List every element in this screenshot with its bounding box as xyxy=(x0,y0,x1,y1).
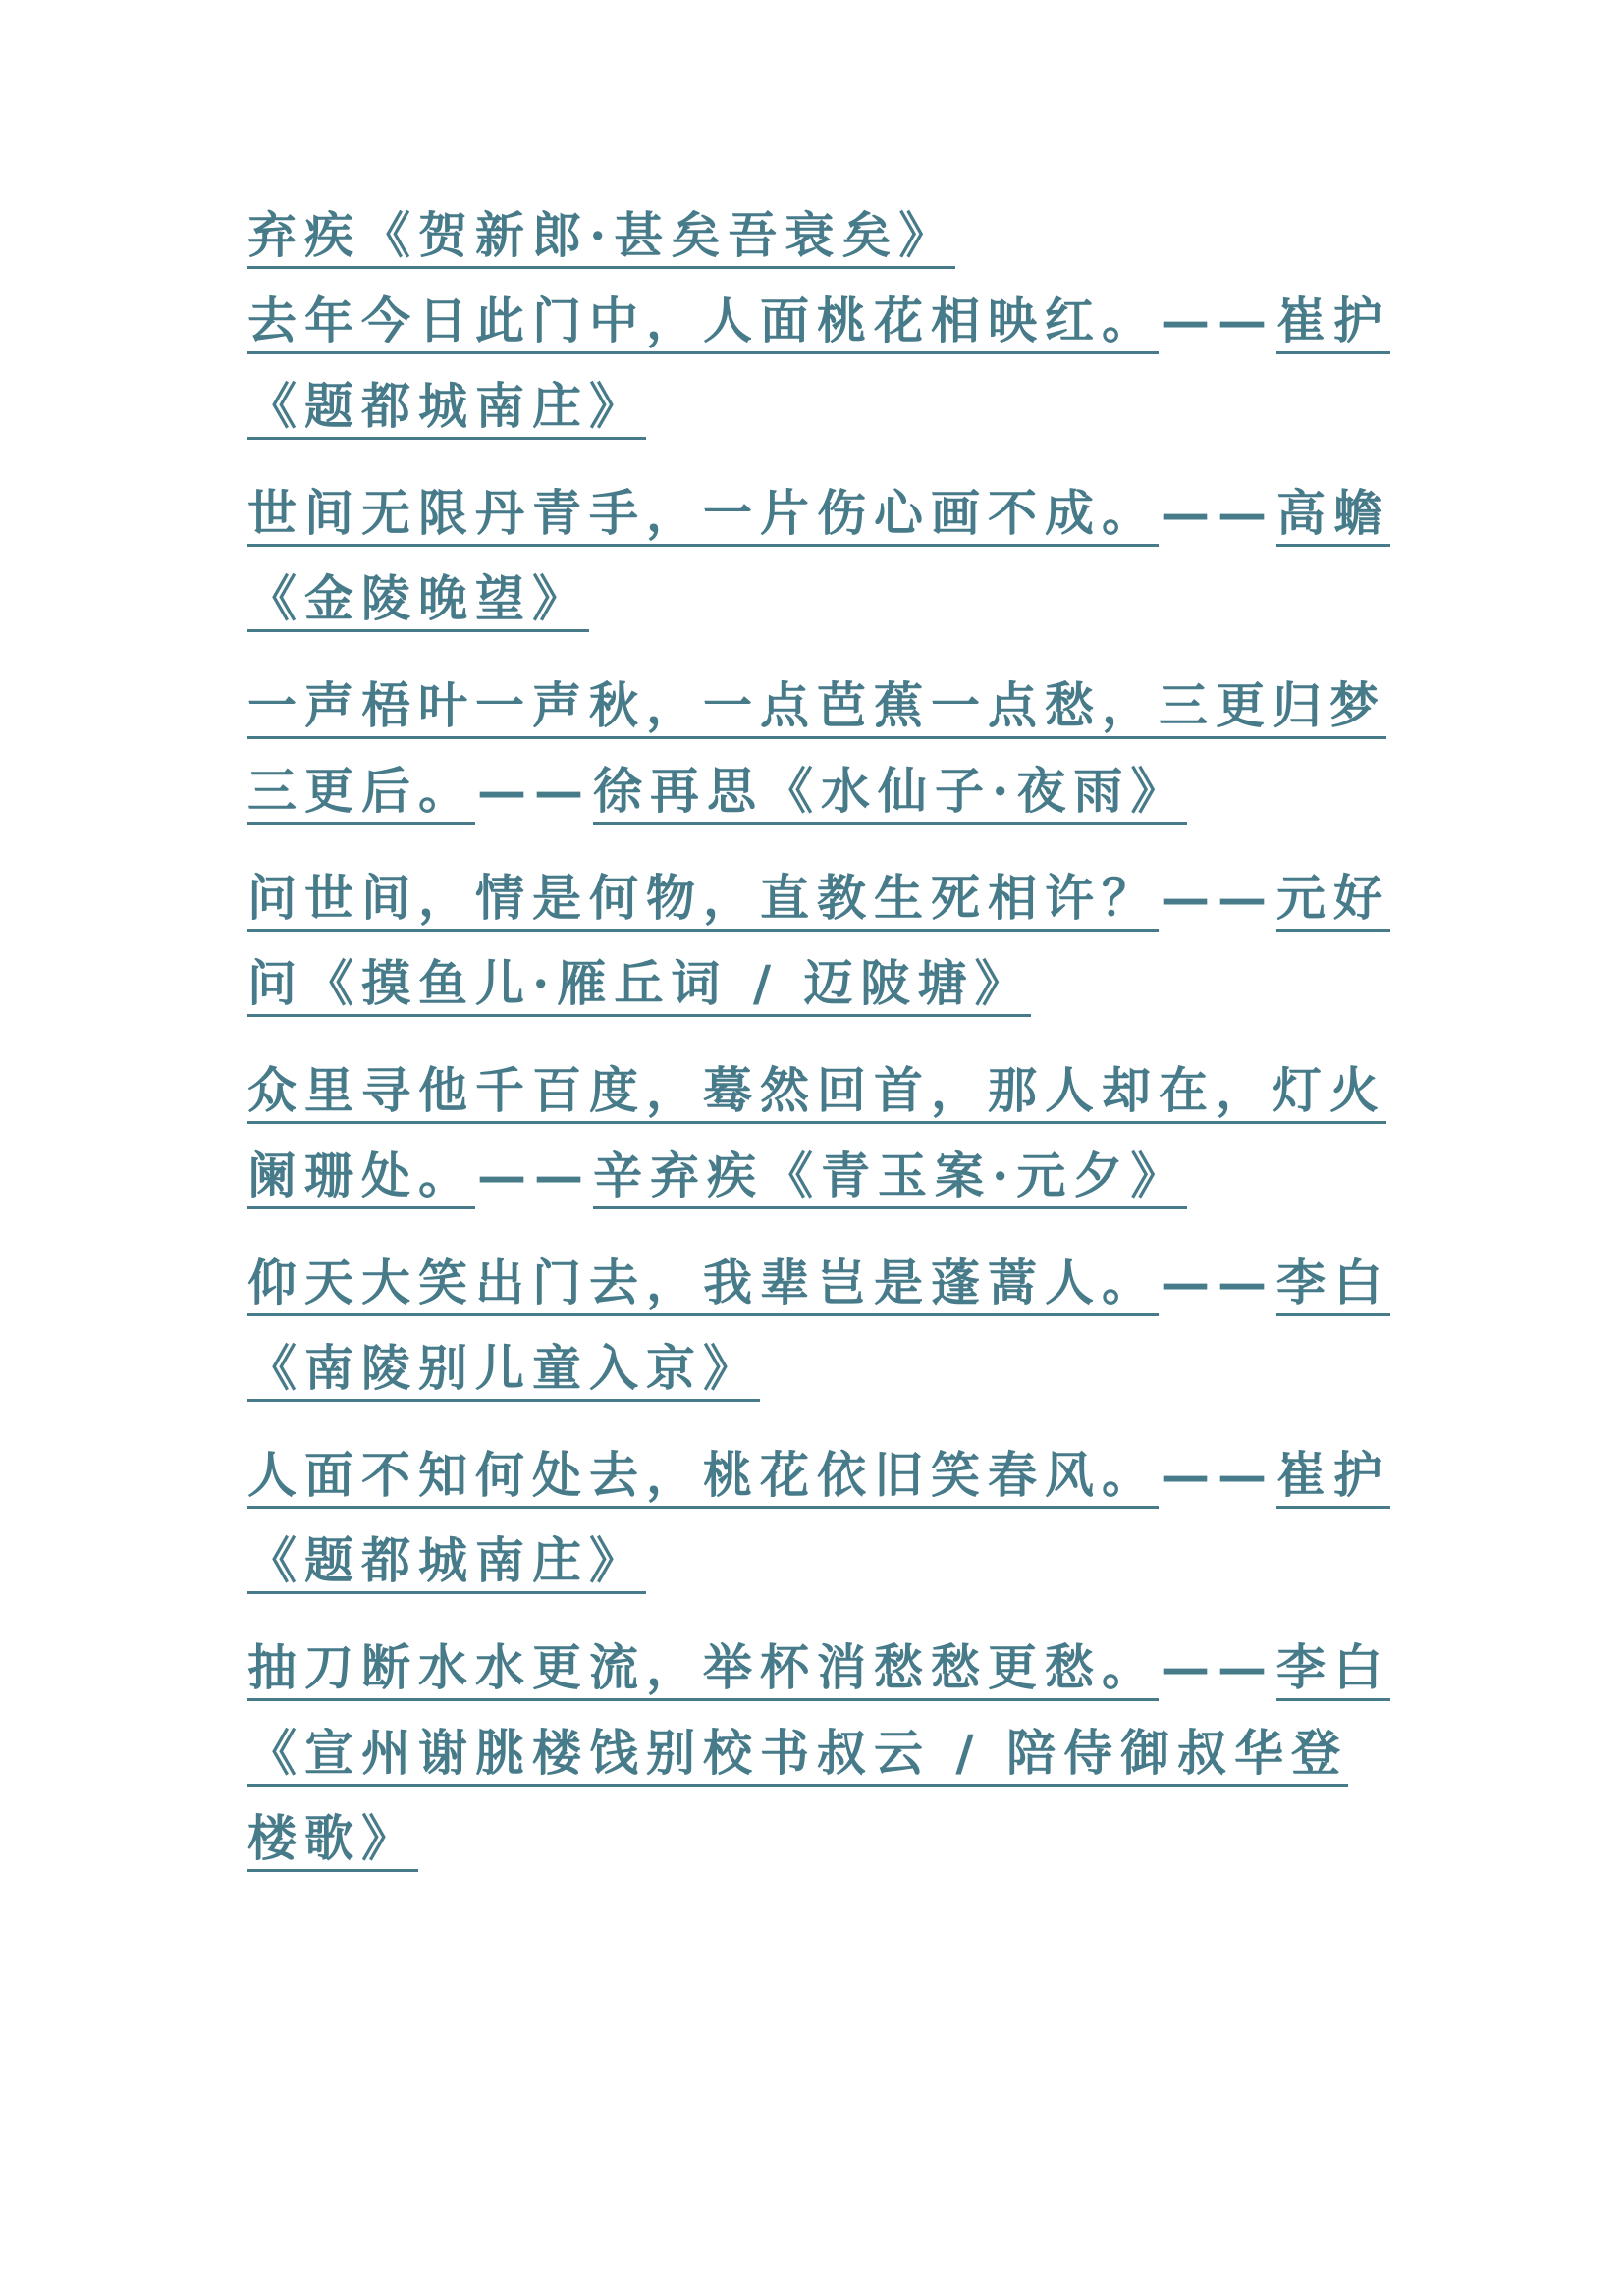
text-segment: 众里寻他千百度，蓦然回首，那人却在，灯火 xyxy=(247,1061,1386,1124)
attribution-dash: —— xyxy=(1161,1446,1274,1504)
text-line xyxy=(247,1795,1386,1881)
text-line xyxy=(247,1625,1390,1710)
attribution-dash: —— xyxy=(477,1147,591,1204)
text-line xyxy=(247,1240,1390,1325)
text-segment: 一声梧叶一声秋，一点芭蕉一点愁，三更归梦 xyxy=(247,676,1386,739)
text-segment: 世间无限丹青手，一片伤心画不成。 xyxy=(247,484,1159,547)
text-segment: 李白 xyxy=(1276,1254,1390,1316)
text-segment: 去年今日此门中，人面桃花相映红。 xyxy=(247,292,1159,354)
text-segment: 问《摸鱼儿·雁丘词 / 迈陂塘》 xyxy=(247,954,1031,1017)
text-segment: 辛弃疾《青玉案·元夕》 xyxy=(593,1147,1187,1209)
text-segment: 《题都城南庄》 xyxy=(247,377,646,440)
text-segment: 人面不知何处去，桃花依旧笑春风。 xyxy=(247,1446,1159,1509)
text-segment: 《宣州谢朓楼饯别校书叔云 / 陪侍御叔华登 xyxy=(247,1724,1348,1787)
text-segment: 抽刀断水水更流，举杯消愁愁更愁。 xyxy=(247,1638,1159,1701)
attribution-dash: —— xyxy=(1161,484,1274,542)
text-line xyxy=(247,363,1386,449)
attribution-dash: —— xyxy=(477,762,591,820)
text-line xyxy=(247,278,1390,363)
text-line xyxy=(247,1710,1386,1795)
poem-quote-list xyxy=(247,192,1390,1881)
text-segment: 高蟾 xyxy=(1276,484,1390,547)
text-segment: 元好 xyxy=(1276,869,1390,932)
attribution-dash: —— xyxy=(1161,869,1274,927)
text-segment: 《金陵晚望》 xyxy=(247,569,589,632)
text-line xyxy=(247,855,1390,940)
text-line xyxy=(247,940,1386,1026)
text-line xyxy=(247,1432,1390,1518)
text-segment: 崔护 xyxy=(1276,1446,1390,1509)
text-line xyxy=(247,663,1386,748)
text-segment: 楼歌》 xyxy=(247,1809,418,1872)
text-line xyxy=(247,1325,1386,1411)
text-segment: 《题都城南庄》 xyxy=(247,1531,646,1594)
attribution-dash: —— xyxy=(1161,1638,1274,1696)
attribution-dash: —— xyxy=(1161,292,1274,349)
text-line xyxy=(247,1133,1386,1218)
text-segment: 阑珊处。 xyxy=(247,1147,475,1209)
text-line xyxy=(247,748,1386,833)
attribution-dash: —— xyxy=(1161,1254,1274,1311)
text-line xyxy=(247,192,1386,278)
text-line xyxy=(247,1518,1386,1603)
text-segment: 徐再思《水仙子·夜雨》 xyxy=(593,762,1187,825)
text-segment: 《南陵别儿童入京》 xyxy=(247,1339,760,1402)
text-segment: 问世间，情是何物，直教生死相许？ xyxy=(247,869,1159,932)
text-line xyxy=(247,470,1390,556)
text-line xyxy=(247,556,1386,641)
text-segment: 崔护 xyxy=(1276,292,1390,354)
text-line xyxy=(247,1047,1386,1133)
text-segment: 李白 xyxy=(1276,1638,1390,1701)
text-segment: 弃疾《贺新郎·甚矣吾衰矣》 xyxy=(247,206,955,269)
text-segment: 仰天大笑出门去，我辈岂是蓬蒿人。 xyxy=(247,1254,1159,1316)
text-segment: 三更后。 xyxy=(247,762,475,825)
